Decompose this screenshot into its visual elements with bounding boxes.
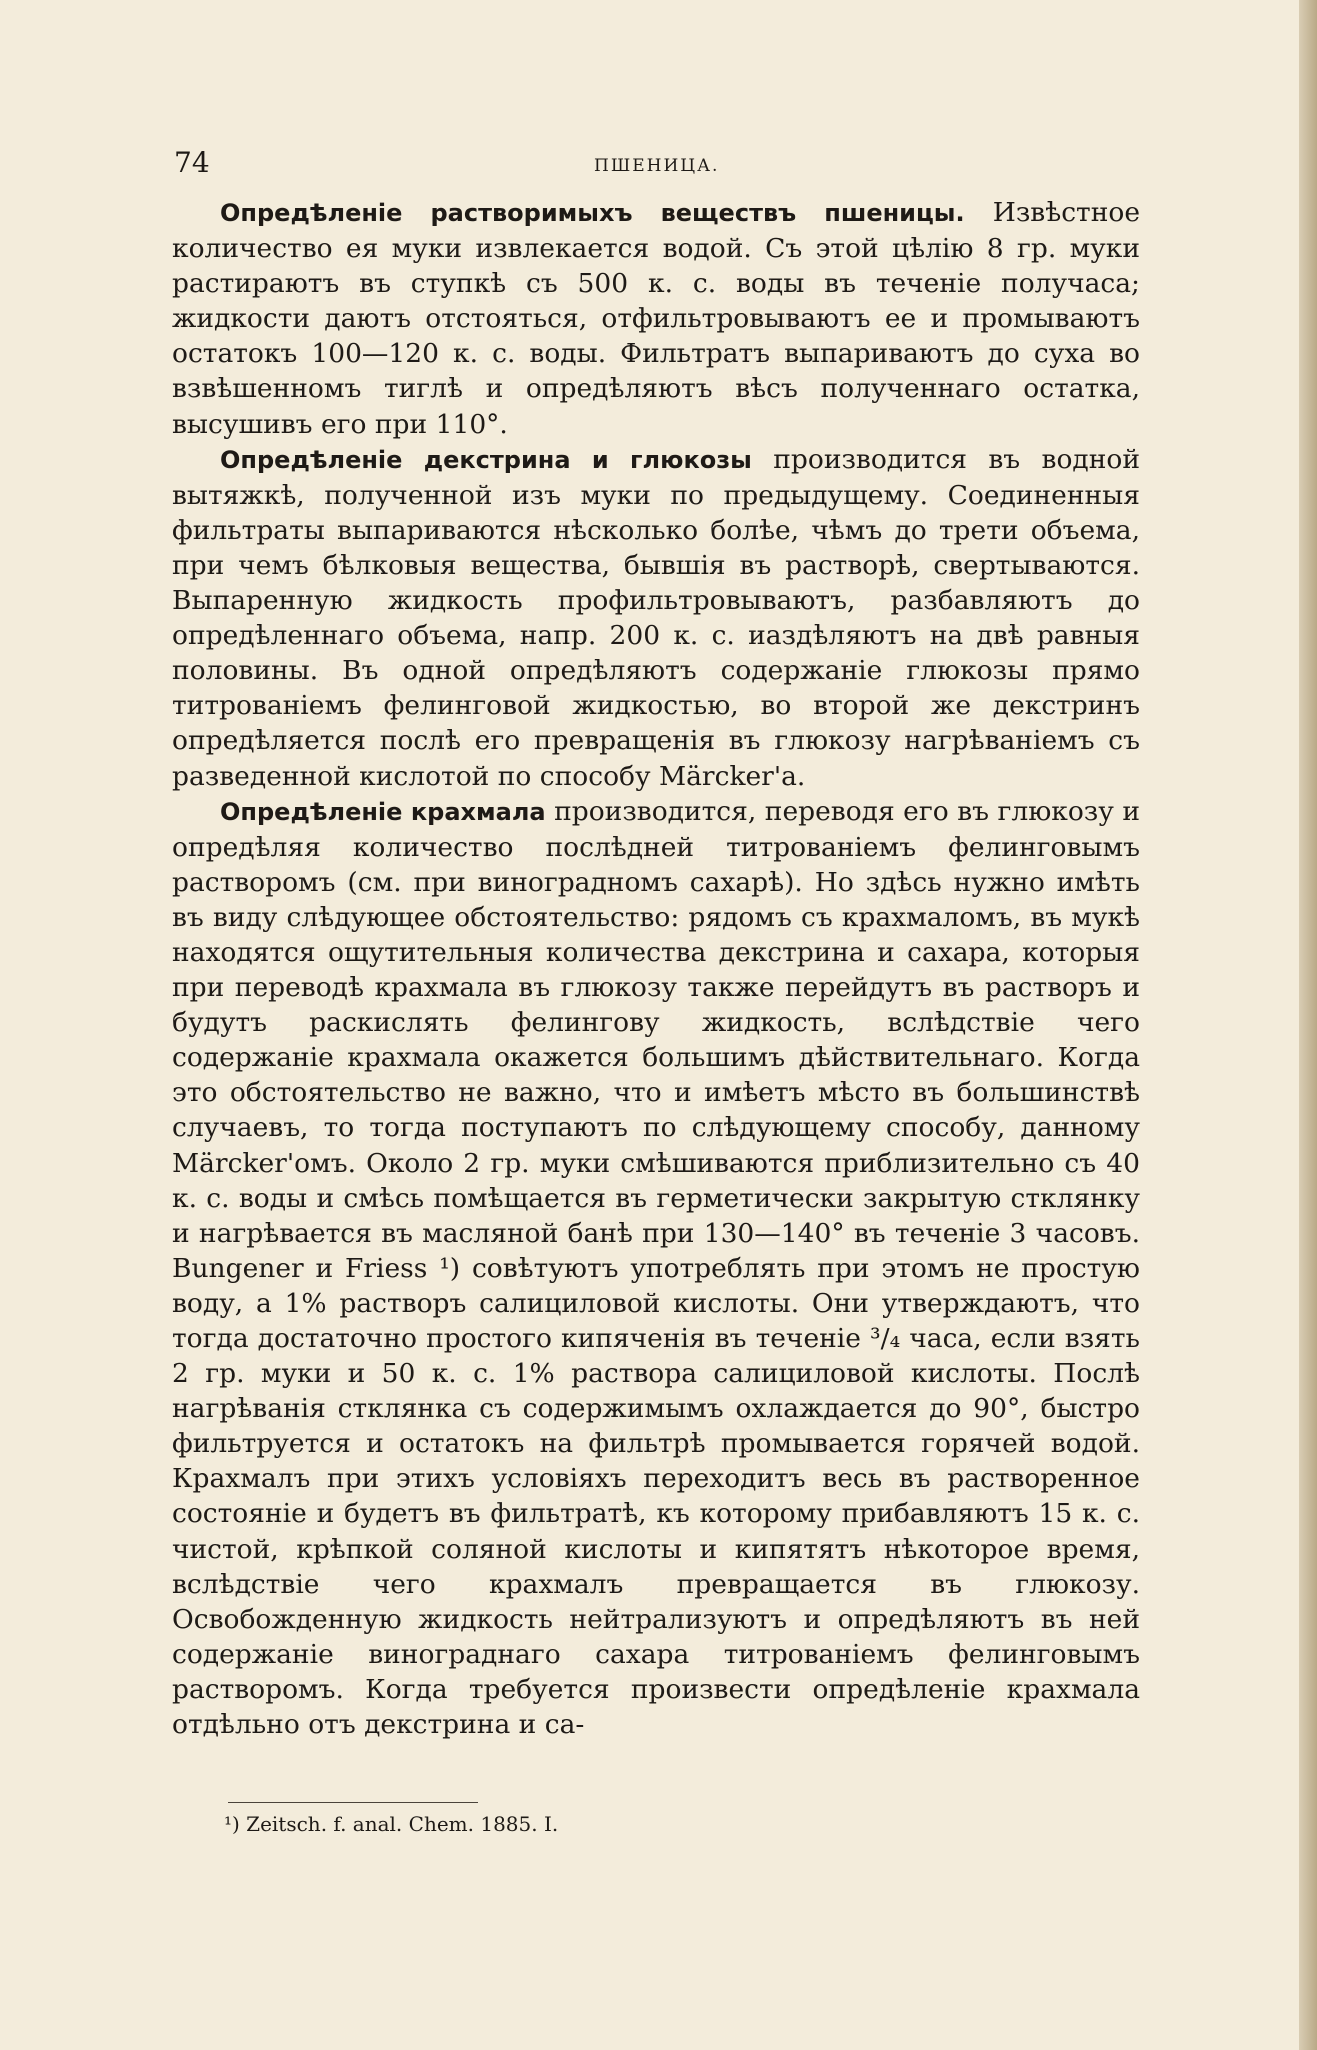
page-binding-edge [1299, 0, 1317, 2050]
paragraph-text: производится, переводя его въ глюкозу и опредѣляя количество послѣдней титрованіемъ фелинговымъ растворомъ (см. при виноградномъ сахарѣ). Но здѣсь нужно имѣть въ виду слѣдующее обстоятельство: рядомъ съ крахмаломъ, въ мукѣ находятся ощутительныя количества декстрина и сахара, которыя при переводѣ крахмала въ глюкозу также перейдутъ въ растворъ и будутъ раскислять фелингову жидкость, вслѣдствіе чего содержаніе крахмала окажется большимъ дѣйствительнаго. Когда это обстоятельство не важно, что и имѣетъ мѣсто въ большинствѣ случаевъ, то тогда поступаютъ по слѣдующему способу, данному Märcker'омъ. Около 2 гр. муки смѣшиваются приблизительно съ 40 к. с. воды и смѣсь помѣщается въ герметически закрытую стклянку и нагрѣвается въ масляной банѣ при 130—140° въ теченіе 3 часовъ. Bungener и Friess ¹) совѣтуютъ употреблять при этомъ не простую воду, а 1% растворъ салициловой кислоты. Они утверждаютъ, что тогда достаточно простого кипяченія въ теченіе ³/₄ часа, если взять 2 гр. муки и 50 к. с. 1% раствора салициловой кислоты. Послѣ нагрѣванія стклянка съ содержимымъ охлаждается до 90°, быстро фильтруется и остатокъ на фильтрѣ промывается горячей водой. Крахмалъ при этихъ условіяхъ переходитъ весь въ растворенное состояніе и будетъ въ фильтратѣ, къ которому прибавляютъ 15 к. с. чистой, крѣпкой соляной кислоты и кипятятъ нѣкоторое время, вслѣдствіе чего крахмалъ превращается въ глюкозу. Освобожденную жидкость нейтрализуютъ и опредѣляютъ въ ней содержаніе винограднаго сахара титрованіемъ фелинговымъ растворомъ. Когда требуется произвести опредѣленіе крахмала отдѣльно отъ декстрина и са- [172, 795, 1140, 1741]
footnote: ¹) Zeitsch. f. anal. Chem. 1885. I. [224, 1812, 559, 1836]
page-number: 74 [174, 146, 210, 179]
running-head: ПШЕНИЦА. [594, 156, 720, 176]
paragraph-heading: Опредѣленіе растворимыхъ веществъ пшеницы. [220, 199, 965, 227]
paragraph-dextrin-glucose [172, 442, 1140, 794]
paragraph-text: Извѣстное количество ея муки извлекается водой. Съ этой цѣлію 8 гр. муки растираютъ въ ступкѣ съ 500 к. с. воды въ теченіе получаса; жидкости даютъ отстояться, отфильтровываютъ ее и промываютъ остатокъ 100—120 к. с. воды. Фильтратъ выпариваютъ до суха во взвѣшенномъ тиглѣ и опредѣляютъ вѣсъ полученнаго остатка, высушивъ его при 110°. [172, 197, 1140, 440]
footnote-divider [228, 1802, 478, 1803]
page-header [174, 146, 1144, 186]
body-text [172, 195, 1140, 1742]
paragraph-text: производится въ водной вытяжкѣ, полученной изъ муки по предыдущему. Соединенныя фильтраты выпариваются нѣсколько болѣе, чѣмъ до трети объема, при чемъ бѣлковыя вещества, бывшія въ растворѣ, свертываются. Выпаренную жидкость профильтровываютъ, разбавляютъ до опредѣленнаго объема, напр. 200 к. с. иаздѣляютъ на двѣ равныя половины. Въ одной опредѣляютъ содержаніе глюкозы прямо титрованіемъ фелинговой жидкостью, во второй же декстринъ опредѣляется послѣ его превращенія въ глюкозу нагрѣваніемъ съ разведенной кислотой по способу Märcker'a. [172, 443, 1140, 792]
paragraph-starch [172, 794, 1140, 1743]
paragraph-heading: Опредѣленіе декстрина и глюкозы [220, 445, 752, 474]
paragraph-soluble-substances [172, 195, 1140, 442]
paragraph-heading: Опредѣленіе крахмала [220, 797, 546, 826]
